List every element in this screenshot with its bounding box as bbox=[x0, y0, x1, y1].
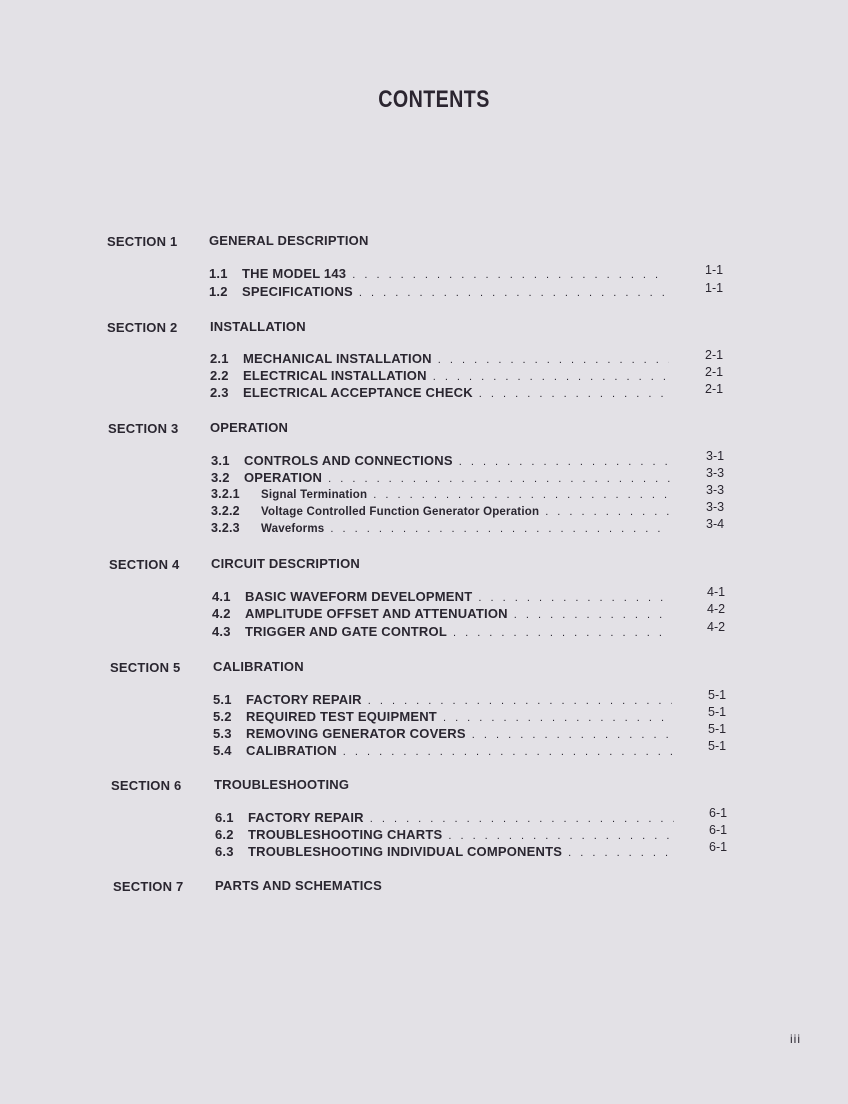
entry-number: 6.3 bbox=[215, 844, 234, 859]
section-label: SECTION 4 bbox=[109, 557, 180, 572]
entry-title: AMPLITUDE OFFSET AND ATTENUATION bbox=[245, 606, 508, 621]
entry-page: 2-1 bbox=[705, 382, 724, 396]
entry-number: 5.3 bbox=[213, 726, 232, 741]
entry-number: 4.2 bbox=[212, 606, 231, 621]
entry-number: 6.2 bbox=[215, 827, 234, 842]
dot-leader bbox=[459, 456, 670, 468]
section-title: PARTS AND SCHEMATICS bbox=[215, 878, 382, 893]
entry-title: ELECTRICAL ACCEPTANCE CHECK bbox=[243, 385, 473, 400]
entry-number: 3.2 bbox=[211, 470, 230, 485]
entry-page: 3-1 bbox=[706, 449, 725, 463]
entry-page: 2-1 bbox=[705, 365, 724, 379]
dot-leader bbox=[330, 523, 670, 535]
entry-title: TROUBLESHOOTING INDIVIDUAL COMPONENTS bbox=[248, 844, 563, 859]
entry-title: Waveforms bbox=[261, 523, 325, 535]
toc-entry[interactable] bbox=[215, 827, 680, 843]
entry-page: 4-2 bbox=[707, 620, 726, 634]
entry-page: 3-3 bbox=[706, 466, 725, 480]
toc-entry[interactable] bbox=[212, 589, 677, 605]
entry-title: CONTROLS AND CONNECTIONS bbox=[244, 453, 453, 468]
entry-number: 2.1 bbox=[210, 351, 229, 366]
dot-leader bbox=[443, 712, 672, 724]
entry-number: 6.1 bbox=[215, 810, 234, 825]
entry-title: Voltage Controlled Function Generator Operation bbox=[261, 506, 540, 518]
entry-number: 3.2.1 bbox=[211, 487, 240, 501]
dot-leader bbox=[472, 729, 672, 741]
toc-entry[interactable] bbox=[215, 810, 680, 826]
section-label: SECTION 5 bbox=[110, 660, 181, 675]
entry-title: CALIBRATION bbox=[246, 743, 337, 758]
entry-number: 1.2 bbox=[209, 284, 228, 299]
entry-title: OPERATION bbox=[244, 470, 323, 485]
dot-leader bbox=[448, 830, 674, 842]
entry-page: 5-1 bbox=[708, 705, 727, 719]
entry-number: 5.1 bbox=[213, 692, 232, 707]
entry-page: 6-1 bbox=[709, 840, 728, 854]
entry-page: 4-1 bbox=[707, 585, 726, 599]
entry-number: 2.2 bbox=[210, 368, 229, 383]
toc-entry[interactable] bbox=[213, 743, 678, 759]
toc-entry[interactable] bbox=[211, 453, 676, 469]
toc-entry[interactable] bbox=[212, 624, 677, 640]
entry-number: 1.1 bbox=[209, 266, 228, 281]
entry-title: TRIGGER AND GATE CONTROL bbox=[245, 624, 447, 639]
section-title: CIRCUIT DESCRIPTION bbox=[211, 556, 360, 571]
toc-entry[interactable] bbox=[210, 385, 675, 401]
dot-leader bbox=[453, 627, 671, 639]
toc-entry[interactable] bbox=[213, 692, 678, 708]
entry-title: FACTORY REPAIR bbox=[246, 692, 362, 707]
dot-leader bbox=[343, 746, 672, 758]
dot-leader bbox=[359, 287, 668, 299]
section-title: TROUBLESHOOTING bbox=[214, 777, 350, 792]
toc-entry[interactable] bbox=[211, 487, 676, 503]
entry-page: 1-1 bbox=[705, 263, 724, 277]
dot-leader bbox=[368, 695, 672, 707]
toc-entry[interactable] bbox=[211, 470, 676, 486]
section-label: SECTION 2 bbox=[107, 320, 178, 335]
toc-entry[interactable] bbox=[212, 606, 677, 622]
entry-title: TROUBLESHOOTING CHARTS bbox=[248, 827, 443, 842]
entry-title: ELECTRICAL INSTALLATION bbox=[243, 368, 427, 383]
section-label: SECTION 7 bbox=[113, 879, 184, 894]
dot-leader bbox=[568, 847, 674, 859]
section-title: INSTALLATION bbox=[210, 319, 306, 334]
entry-title: SPECIFICATIONS bbox=[242, 284, 353, 299]
toc-entry[interactable] bbox=[209, 284, 674, 300]
dot-leader bbox=[433, 371, 669, 383]
page-title: CONTENTS bbox=[378, 86, 490, 113]
dot-leader bbox=[352, 269, 668, 281]
entry-page: 3-3 bbox=[706, 500, 725, 514]
toc-entry[interactable] bbox=[213, 726, 678, 742]
dot-leader bbox=[373, 489, 670, 501]
toc-entry[interactable] bbox=[210, 368, 675, 384]
entry-number: 3.2.2 bbox=[211, 504, 240, 518]
dot-leader bbox=[328, 473, 670, 485]
section-label: SECTION 1 bbox=[107, 234, 178, 249]
entry-title: FACTORY REPAIR bbox=[248, 810, 364, 825]
toc-entry[interactable] bbox=[211, 504, 676, 520]
entry-number: 5.2 bbox=[213, 709, 232, 724]
entry-number: 2.3 bbox=[210, 385, 229, 400]
dot-leader bbox=[545, 506, 670, 518]
entry-title: MECHANICAL INSTALLATION bbox=[243, 351, 432, 366]
entry-title: THE MODEL 143 bbox=[242, 266, 347, 281]
section-title: GENERAL DESCRIPTION bbox=[209, 233, 369, 248]
entry-page: 5-1 bbox=[708, 688, 727, 702]
dot-leader bbox=[478, 592, 671, 604]
toc-entry[interactable] bbox=[211, 521, 676, 537]
toc-entry[interactable] bbox=[213, 709, 678, 725]
section-title: CALIBRATION bbox=[213, 659, 304, 674]
entry-page: 3-4 bbox=[706, 517, 725, 531]
entry-page: 4-2 bbox=[707, 602, 726, 616]
entry-page: 6-1 bbox=[709, 823, 728, 837]
section-label: SECTION 3 bbox=[108, 421, 179, 436]
entry-number: 4.1 bbox=[212, 589, 231, 604]
page-number: iii bbox=[790, 1032, 801, 1046]
dot-leader bbox=[438, 354, 669, 366]
dot-leader bbox=[514, 609, 671, 621]
entry-page: 5-1 bbox=[708, 739, 727, 753]
entry-page: 2-1 bbox=[705, 348, 724, 362]
entry-page: 6-1 bbox=[709, 806, 728, 820]
toc-entry[interactable] bbox=[210, 351, 675, 367]
entry-number: 3.2.3 bbox=[211, 521, 240, 535]
dot-leader bbox=[479, 388, 669, 400]
toc-entry[interactable] bbox=[209, 266, 674, 282]
entry-page: 3-3 bbox=[706, 483, 725, 497]
entry-title: Signal Termination bbox=[261, 489, 368, 501]
entry-title: BASIC WAVEFORM DEVELOPMENT bbox=[245, 589, 473, 604]
toc-entry[interactable] bbox=[215, 844, 680, 860]
entry-title: REMOVING GENERATOR COVERS bbox=[246, 726, 466, 741]
entry-number: 4.3 bbox=[212, 624, 231, 639]
entry-page: 5-1 bbox=[708, 722, 727, 736]
dot-leader bbox=[370, 813, 674, 825]
entry-number: 3.1 bbox=[211, 453, 230, 468]
entry-number: 5.4 bbox=[213, 743, 232, 758]
section-label: SECTION 6 bbox=[111, 778, 182, 793]
section-title: OPERATION bbox=[210, 420, 289, 435]
entry-page: 1-1 bbox=[705, 281, 724, 295]
entry-title: REQUIRED TEST EQUIPMENT bbox=[246, 709, 437, 724]
